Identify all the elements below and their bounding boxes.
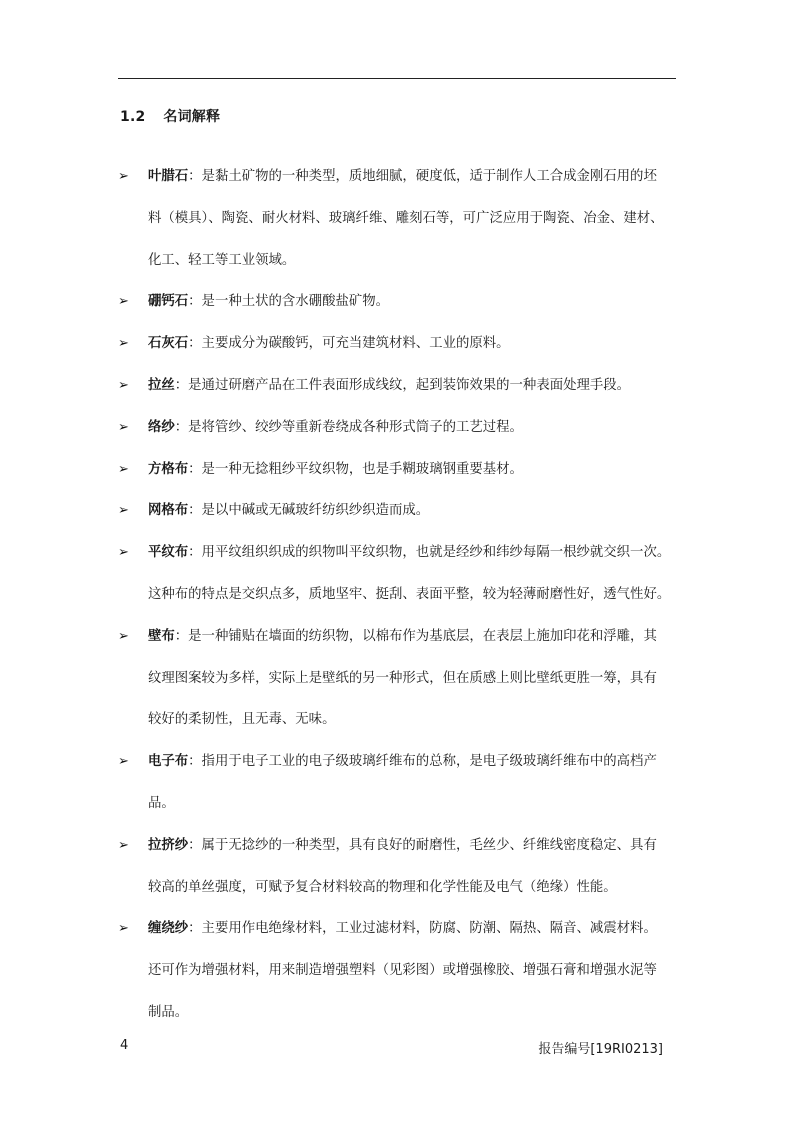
- glossary-definition: ：主要用作电绝缘材料，工业过滤材料，防腐、防潮、隔热、隔音、减震材料。: [188, 921, 657, 937]
- glossary-term: 缠绕纱: [148, 921, 189, 937]
- section-title: 名词解释: [163, 109, 221, 125]
- section-heading: [120, 106, 220, 126]
- glossary-line: [148, 323, 678, 365]
- glossary-line: [148, 867, 678, 909]
- glossary-definition: 料（模具）、陶瓷、耐火材料、玻璃纤维、雕刻石等，可广泛应用于陶瓷、冶金、建材、: [148, 210, 664, 226]
- glossary-term: 叶腊石: [148, 169, 189, 184]
- glossary-definition: 品。: [148, 795, 175, 811]
- glossary-line: [148, 198, 678, 240]
- glossary-definition: 这种布的特点是交织点多，质地坚牢、挺刮、表面平整，较为轻薄耐磨性好，透气性好。: [148, 586, 671, 602]
- glossary-line: [148, 365, 678, 407]
- page-number: 4: [120, 1038, 129, 1053]
- glossary-definition: 制品。: [148, 1004, 189, 1020]
- glossary-line: [148, 240, 678, 282]
- glossary-term: 络纱: [148, 419, 175, 435]
- arrow-bullet-icon: ➢: [118, 336, 129, 352]
- glossary-definition: ：是黏土矿物的一种类型，质地细腻，硬度低，适于制作人工合成金刚石用的坯: [188, 169, 657, 184]
- glossary-list: [118, 156, 678, 1034]
- glossary-term: 石灰石: [148, 336, 189, 352]
- glossary-definition: ：是一种无捻粗纱平纹织物，也是手糊玻璃钢重要基材。: [188, 461, 523, 477]
- glossary-line: [148, 616, 678, 658]
- glossary-line: [148, 950, 678, 992]
- glossary-definition: ：是通过研磨产品在工件表面形成线纹，起到装饰效果的一种表面处理手段。: [174, 377, 631, 393]
- glossary-line: [148, 281, 678, 323]
- arrow-bullet-icon: ➢: [118, 754, 129, 770]
- glossary-term: 网格布: [148, 503, 189, 519]
- arrow-bullet-icon: ➢: [118, 545, 129, 561]
- glossary-term: 电子布: [148, 754, 189, 770]
- glossary-term: 硼钙石: [148, 294, 189, 310]
- arrow-bullet-icon: ➢: [118, 169, 129, 184]
- glossary-line: [148, 741, 678, 783]
- glossary-item: [118, 532, 678, 616]
- glossary-term: 方格布: [148, 461, 189, 477]
- header-rule: [118, 78, 676, 79]
- glossary-definition: 化工、轻工等工业领域。: [148, 252, 296, 268]
- glossary-line: [148, 490, 678, 532]
- glossary-line: [148, 532, 678, 574]
- glossary-line: [148, 825, 678, 867]
- glossary-item: [118, 908, 678, 1033]
- glossary-definition: ：主要成分为碳酸钙，可充当建筑材料、工业的原料。: [188, 336, 510, 352]
- section-number: 1.2: [120, 109, 146, 125]
- glossary-term: 平纹布: [148, 545, 189, 561]
- arrow-bullet-icon: ➢: [118, 419, 129, 435]
- report-id: 报告编号[19RI0213]: [538, 1042, 663, 1057]
- glossary-item: [118, 616, 678, 741]
- arrow-bullet-icon: ➢: [118, 461, 129, 477]
- glossary-definition: 较高的单丝强度，可赋予复合材料较高的物理和化学性能及电气（绝缘）性能。: [148, 879, 617, 895]
- glossary-term: 拉丝: [148, 377, 175, 393]
- glossary-line: [148, 574, 678, 616]
- glossary-definition: 较好的柔韧性，且无毒、无味。: [148, 712, 336, 728]
- arrow-bullet-icon: ➢: [118, 628, 129, 644]
- glossary-item: [118, 407, 678, 449]
- arrow-bullet-icon: ➢: [118, 837, 129, 853]
- glossary-line: [148, 908, 678, 950]
- glossary-definition: 纹理图案较为多样，实际上是壁纸的另一种形式，但在质感上则比壁纸更胜一筹，具有: [148, 670, 657, 686]
- glossary-item: [118, 741, 678, 825]
- arrow-bullet-icon: ➢: [118, 377, 129, 393]
- glossary-definition: ：是一种土状的含水硼酸盐矿物。: [188, 294, 390, 310]
- glossary-line: [148, 658, 678, 700]
- glossary-term: 壁布: [148, 628, 175, 644]
- glossary-item: [118, 323, 678, 365]
- glossary-definition: ：指用于电子工业的电子级玻璃纤维布的总称，是电子级玻璃纤维布中的高档产: [188, 754, 657, 770]
- glossary-definition: ：用平纹组织织成的织物叫平纹织物，也就是经纱和纬纱每隔一根纱就交织一次。: [188, 545, 671, 561]
- arrow-bullet-icon: ➢: [118, 921, 129, 937]
- glossary-item: [118, 825, 678, 909]
- arrow-bullet-icon: ➢: [118, 294, 129, 310]
- glossary-item: [118, 156, 678, 281]
- glossary-definition: ：属于无捻纱的一种类型，具有良好的耐磨性，毛丝少、纤维线密度稳定、具有: [188, 837, 657, 853]
- arrow-bullet-icon: ➢: [118, 503, 129, 519]
- glossary-line: [148, 783, 678, 825]
- glossary-definition: ：是以中碱或无碱玻纤纺织纱织造而成。: [188, 503, 430, 519]
- glossary-definition: ：是将管纱、绞纱等重新卷绕成各种形式筒子的工艺过程。: [174, 419, 523, 435]
- glossary-line: [148, 156, 678, 198]
- glossary-item: [118, 490, 678, 532]
- glossary-term: 拉挤纱: [148, 837, 189, 853]
- glossary-definition: ：是一种铺贴在墙面的纺织物，以棉布作为基底层，在表层上施加印花和浮雕，其: [174, 628, 657, 644]
- glossary-line: [148, 449, 678, 491]
- glossary-item: [118, 281, 678, 323]
- glossary-line: [148, 992, 678, 1034]
- glossary-item: [118, 449, 678, 491]
- glossary-item: [118, 365, 678, 407]
- glossary-line: [148, 699, 678, 741]
- glossary-line: [148, 407, 678, 449]
- glossary-definition: 还可作为增强材料，用来制造增强塑料（见彩图）或增强橡胶、增强石膏和增强水泥等: [148, 963, 657, 979]
